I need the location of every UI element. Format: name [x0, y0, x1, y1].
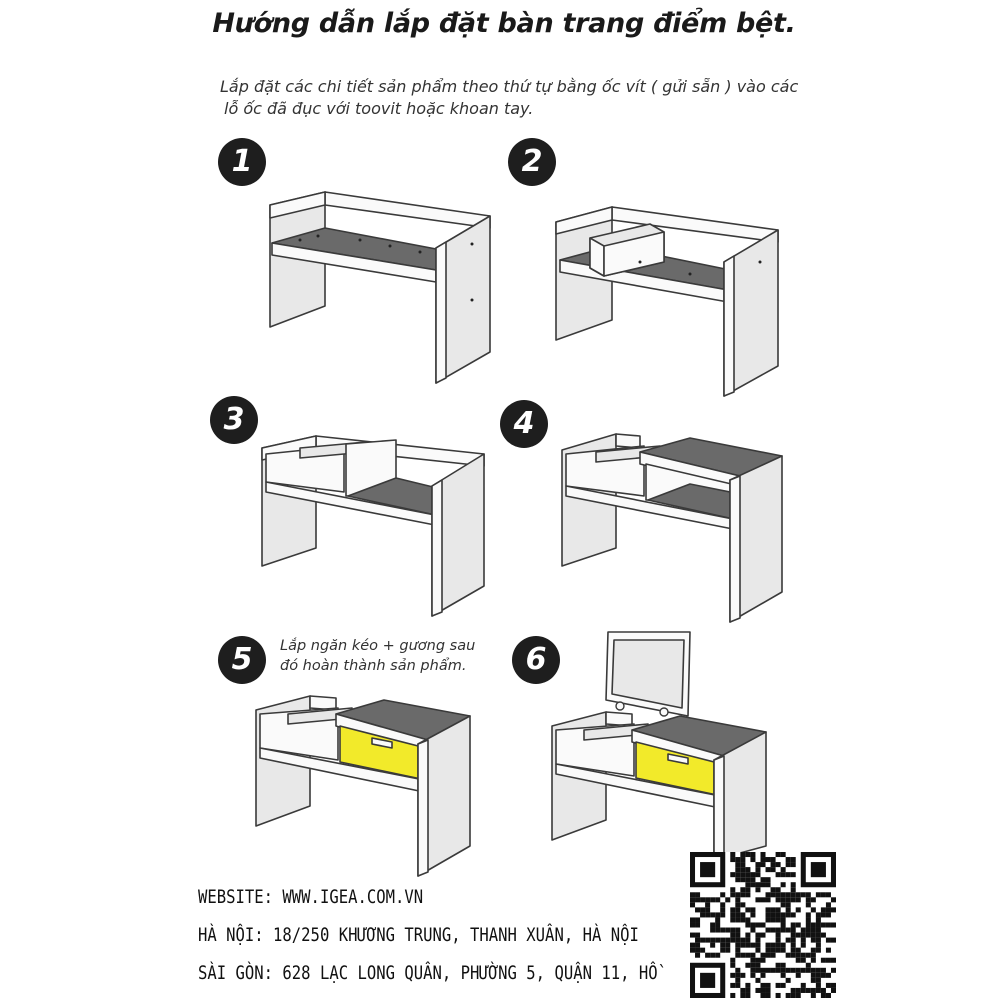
step-2-diagram: [556, 207, 778, 396]
intro-line-2: lỗ ốc đã đục với toovit hoặc khoan tay.: [224, 99, 534, 118]
step-1-back-top: [325, 192, 490, 228]
step-5-note-line-1: Lắp ngăn kéo + gương sau: [280, 638, 476, 654]
step-5-diagram: [256, 696, 470, 876]
step-1-badge: 1: [218, 138, 266, 186]
step-6-badge: 6: [512, 636, 560, 684]
step-6-diagram: [552, 632, 766, 860]
step-5-note-line-2: đó hoàn thành sản phẩm.: [280, 658, 467, 674]
contact-hanoi: HÀ NỘI: 18/250 KHƯƠNG TRUNG, THANH XUÂN, HÀ NỘI: [198, 924, 639, 946]
intro-line-1: Lắp đặt các chi tiết sản phẩm theo thứ tự bằng ốc vít ( gửi sẵn ) vào các: [220, 77, 799, 96]
step-3-diagram: [262, 436, 484, 616]
step-3-badge: 3: [210, 396, 258, 444]
contact-website: WEBSITE: WWW.IGEA.COM.VN: [198, 886, 424, 908]
step-4-diagram: [562, 434, 782, 622]
contact-saigon: SÀI GÒN: 628 LẠC LONG QUÂN, PHƯỜNG 5, QUẬN 11, HỒ: [198, 962, 658, 984]
page-title: Hướng dẫn lắp đặt bàn trang điểm bệt.: [212, 8, 796, 39]
step-2-badge: 2: [508, 138, 556, 186]
step-4-badge: 4: [500, 400, 548, 448]
qr-code-icon: [690, 852, 836, 998]
step-1-diagram: [270, 192, 490, 383]
step-5-badge: 5: [218, 636, 266, 684]
